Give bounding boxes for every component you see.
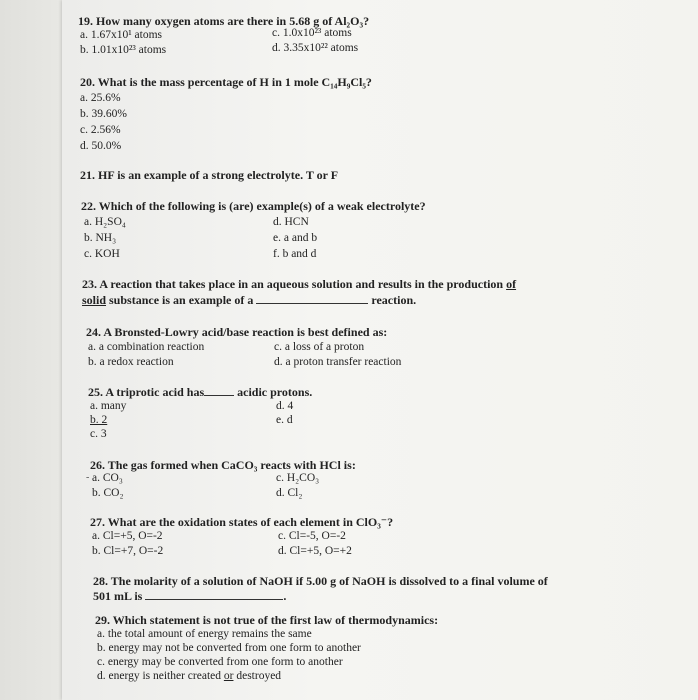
question-23-answer-blank [256,303,368,304]
q24-option-d: d. a proton transfer reaction [274,356,402,368]
q29-option-d-part1: d. energy is neither created [97,670,221,682]
question-25-stem-part2: acidic protons. [237,385,313,399]
question-22 [81,199,426,214]
question-23 [82,277,516,307]
q25-option-e: e. d [276,414,293,426]
q25-option-c: c. 3 [90,428,107,440]
q19-option-d: d. 3.35x10²² atoms [272,42,359,54]
q29-option-d [97,670,281,682]
question-24-stem: 24. A Bronsted-Lowry acid/base reaction is best defined as: [86,325,388,339]
question-21 [80,168,338,183]
pencil-tick-mark: - [86,472,90,483]
q19-option-b: b. 1.01x10²³ atoms [80,44,167,56]
question-25-answer-blank [204,395,234,396]
q22-option-b: b. NH₃ [84,232,117,244]
question-26-stem: 26. The gas formed when CaCO₃ reacts with HCl is: [90,458,356,472]
question-25 [88,385,312,400]
q25-option-a: a. many [90,400,127,412]
q25-option-b: b. 2 [90,414,108,426]
q22-option-e: e. a and b [273,232,318,244]
question-27 [90,515,393,530]
q24-option-b: b. a redox reaction [88,356,174,368]
q29-option-d-or: or [223,670,234,682]
question-21-stem: 21. HF is an example of a strong electrolyte. T or F [80,168,339,182]
question-28-stem-line1: 28. The molarity of a solution of NaOH if 5.00 g of NaOH is dissolved to a final volume of [93,574,548,588]
page-edge [0,0,62,700]
q26-option-c: c. H₂CO₃ [276,472,320,484]
question-28: 28. The molarity of a solution of NaOH if 5.00 g of NaOH is dissolved to a final volume of 501 mL is . [93,574,548,603]
q26-option-a: a. CO₃ [92,472,123,484]
q19-option-c: c. 1.0x10²³ atoms [272,27,352,39]
q27-option-b: b. Cl=+7, O=-2 [92,545,164,557]
question-23-stem-part1: 23. A reaction that takes place in an aqueous solution and results in the production [82,277,504,291]
question-22-stem: 22. Which of the following is (are) example(s) of a weak electrolyte? [81,199,426,213]
q19-option-a: a. 1.67x10¹ atoms [80,29,163,41]
q29-option-c: c. energy may be converted from one form to another [97,656,343,668]
question-25-stem-part1: 25. A triprotic acid has [88,385,205,399]
q24-option-c: c. a loss of a proton [274,341,365,353]
q20-option-b: b. 39.60% [80,108,127,120]
question-23-solid-underlined: solid [82,292,107,307]
q22-option-f: f. b and d [273,248,317,260]
question-19-stem: 19. How many oxygen atoms are there in 5.68 g of Al₂O₃? [78,14,370,28]
q26-option-d: d. Cl₂ [276,487,303,499]
question-26 [90,458,356,473]
q29-option-a: a. the total amount of energy remains the same [97,628,312,640]
question-23-stem-part2: substance is an example of a [109,292,254,307]
question-28-stem-line2: 501 mL is [93,588,143,603]
question-29 [95,613,438,628]
q27-option-d: d. Cl=+5, O=+2 [278,545,352,557]
question-23-of-underlined: of [506,277,517,291]
question-29-stem: 29. Which statement is not true of the first law of thermodynamics: [95,613,439,627]
q27-option-a: a. Cl=+5, O=-2 [92,530,163,542]
question-27-stem: 27. What are the oxidation states of each element in ClO₃⁻? [90,515,394,529]
question-20-stem: 20. What is the mass percentage of H in 1 mole C₁₄H₉Cl₅? [80,75,372,89]
q20-option-d: d. 50.0% [80,140,122,152]
q24-option-a: a. a combination reaction [88,341,205,353]
question-23-stem-end: reaction. [371,292,417,307]
q22-option-d: d. HCN [273,216,309,228]
q29-option-d-part2: destroyed [236,670,282,682]
q25-option-d: d. 4 [276,400,294,412]
q29-option-b: b. energy may not be converted from one form to another [97,642,361,654]
q27-option-c: c. Cl=-5, O=-2 [278,530,346,542]
q26-option-b: b. CO₂ [92,487,124,499]
q22-option-a: a. H₂SO₄ [84,216,126,228]
question-24 [86,325,387,340]
q20-option-a: a. 25.6% [80,92,121,104]
question-20 [80,75,372,90]
q22-option-c: c. KOH [84,248,120,260]
question-28-answer-blank [145,599,283,600]
q20-option-c: c. 2.56% [80,124,121,136]
